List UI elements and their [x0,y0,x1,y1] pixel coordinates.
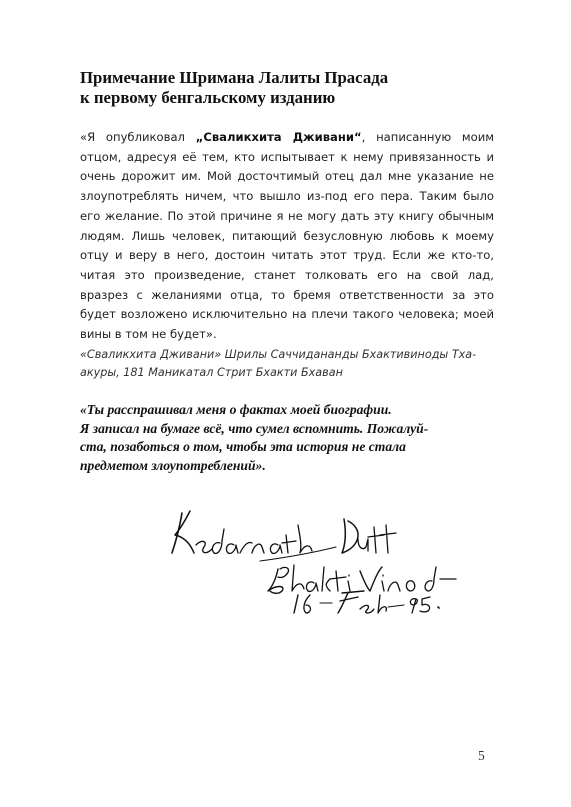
heading-line-1: Примечание Шримана Лалиты Прасада [80,68,389,87]
body-lead: «Я опубликовал [80,130,196,144]
quote-line-4: предметом злоупотреблений». [80,457,266,473]
handwritten-signature [160,495,460,615]
author-quote [80,401,500,475]
source-citation [80,346,494,382]
body-rest: , написанную моим отцом, адресуя её тем, кто испытывает к нему привязанность и очень дорожит им. Мой досточтимый отец дал мне указание не злоупотреблять ничем, что вышло из-под его пера. Таким было его желание. По этой причине я не могу дать эту книгу обычным людям. Лишь человек, питающий безусловную любовь к моему отцу и веру в него, достоин читать этот труд. Если же кто-то, читая это произведение, станет толковать его на свой лад, вразрез с желаниями отца, то бремя ответственности за это будет возложено исключительно на плечи такого человека; моей вины в том не будет». [80,130,494,342]
source-line-2: акуры, 181 Маникатал Стрит Бхакти Бхаван [80,366,343,379]
book-title: „Сваликхита Дживани“ [195,130,362,144]
quote-line-3: ста, позаботься о том, чтобы эта история не стала [80,439,406,455]
page-heading [80,68,500,108]
quote-line-2: Я записал на бумаге всё, что сумел вспомнить. Пожалуй- [80,420,429,436]
heading-line-2: к первому бенгальскому изданию [80,88,336,107]
quote-line-1: «Ты расспрашивал меня о фактах моей биографии. [80,402,392,417]
page-number: 5 [478,748,485,763]
source-line-1: «Сваликхита Дживани» Шрилы Саччидананды Бхактивиноды Тха- [80,348,477,361]
body-paragraph [80,128,494,345]
